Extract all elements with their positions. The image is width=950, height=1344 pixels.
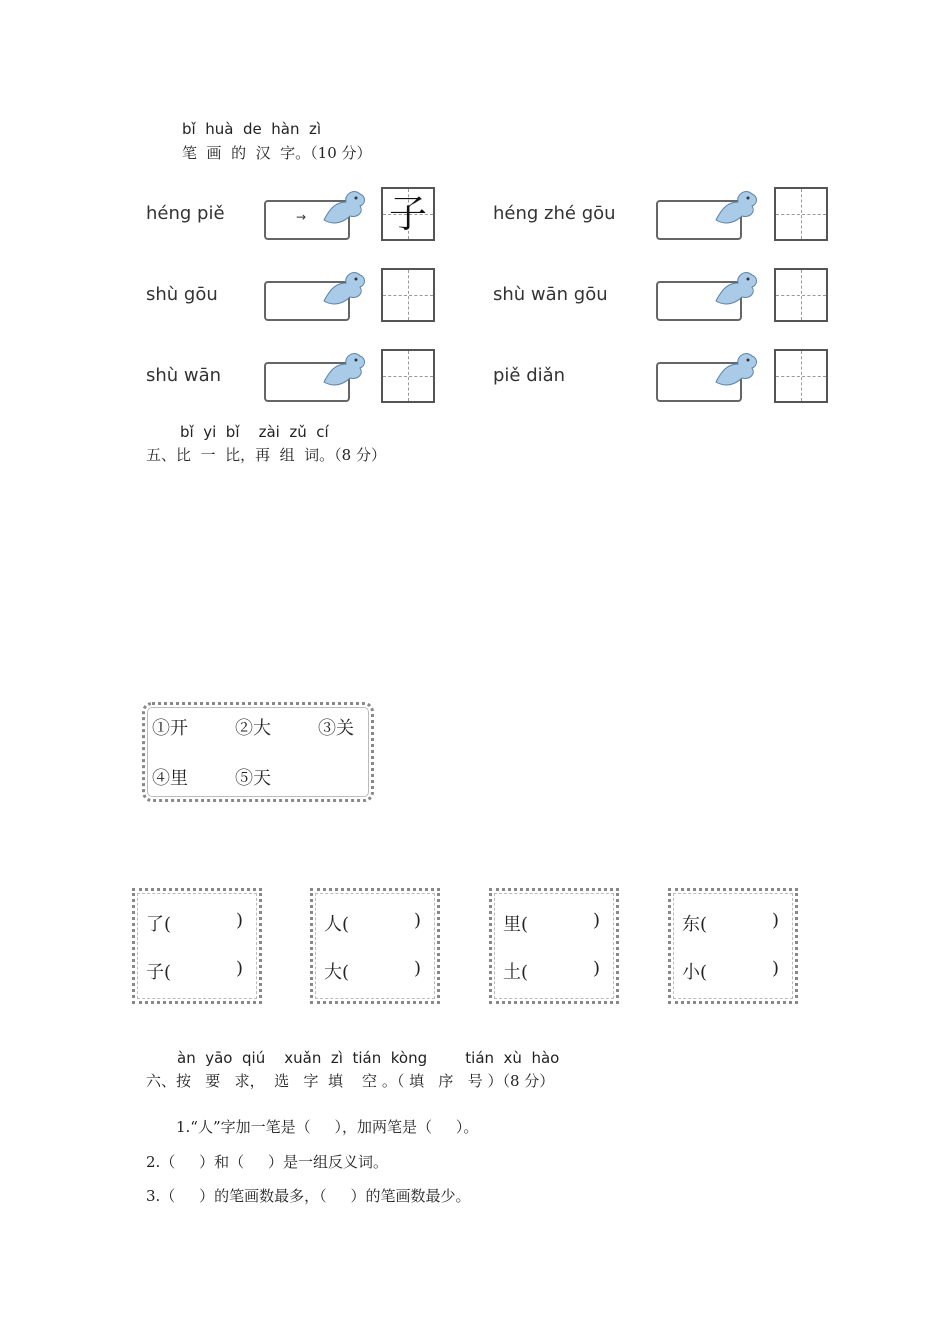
word-pair-bottom[interactable]: 小( [682,962,708,983]
question-1[interactable]: 1.“人”字加一笔是（ ），加两笔是（ ）。 [176,1118,479,1136]
close-paren: ) [414,958,422,979]
choice-3: ③关 [318,718,354,739]
tian-grid-5[interactable] [381,349,435,403]
bird-icon [712,348,760,392]
stroke-hint: → [296,210,307,224]
question-3[interactable]: 3.（ ）的笔画数最多，（ ）的笔画数最少。 [146,1187,471,1205]
choice-4: ④里 [152,768,188,789]
bird-icon [712,186,760,230]
example-char: 子 [388,192,427,236]
word-pair-top[interactable]: 里( [503,914,529,935]
stroke-label-pie-dian: piě diǎn [493,365,566,386]
tian-grid-2[interactable] [774,187,828,241]
word-pair-box [132,888,262,1004]
word-pair-bottom[interactable]: 土( [503,962,529,983]
stroke-label-heng-zhe-gou: héng zhé gōu [493,203,616,224]
stroke-label-shu-gou: shù gōu [146,284,218,305]
close-paren: ) [414,910,422,931]
stroke-label-shu-wan-gou: shù wān gōu [493,284,608,305]
word-pair-box [668,888,798,1004]
word-pair-top[interactable]: 人( [324,914,350,935]
section5-title: 五、比 一 比，再 组 词。（8 分） [146,446,386,464]
word-pair-top[interactable]: 东( [682,914,708,935]
tian-grid-3[interactable] [381,268,435,322]
choice-5: ⑤天 [235,768,271,789]
question-2[interactable]: 2.（ ）和（ ）是一组反义词。 [146,1153,388,1171]
bird-icon [320,267,368,311]
word-pair-bottom[interactable]: 子( [146,962,172,983]
word-pair-bottom[interactable]: 大( [324,962,350,983]
word-pair-box [489,888,619,1004]
choice-2: ②大 [235,718,271,739]
close-paren: ) [772,910,780,931]
tian-grid-6[interactable] [774,349,828,403]
bird-icon [320,348,368,392]
stroke-label-shu-wan: shù wān [146,365,222,386]
section4-title: 笔 画 的 汉 字。（10 分） [182,144,372,162]
close-paren: ) [236,910,244,931]
choice-1: ①开 [152,718,188,739]
word-pair-top[interactable]: 了( [146,914,172,935]
section6-pinyin: àn yāo qiú xuǎn zì tián kòng tián xù hào [177,1049,560,1067]
bird-icon [320,186,368,230]
tian-grid-1[interactable] [381,187,435,241]
section5-pinyin: bǐ yi bǐ zài zǔ cí [180,423,329,441]
bird-icon [712,267,760,311]
stroke-label-heng-pie: héng piě [146,203,225,224]
close-paren: ) [593,958,601,979]
close-paren: ) [772,958,780,979]
close-paren: ) [236,958,244,979]
section4-pinyin: bǐ huà de hàn zì [182,120,322,138]
word-pair-box [310,888,440,1004]
section6-title: 六、按 要 求， 选 字 填 空 。（ 填 序 号 ）（8 分） [146,1072,555,1090]
close-paren: ) [593,910,601,931]
tian-grid-4[interactable] [774,268,828,322]
